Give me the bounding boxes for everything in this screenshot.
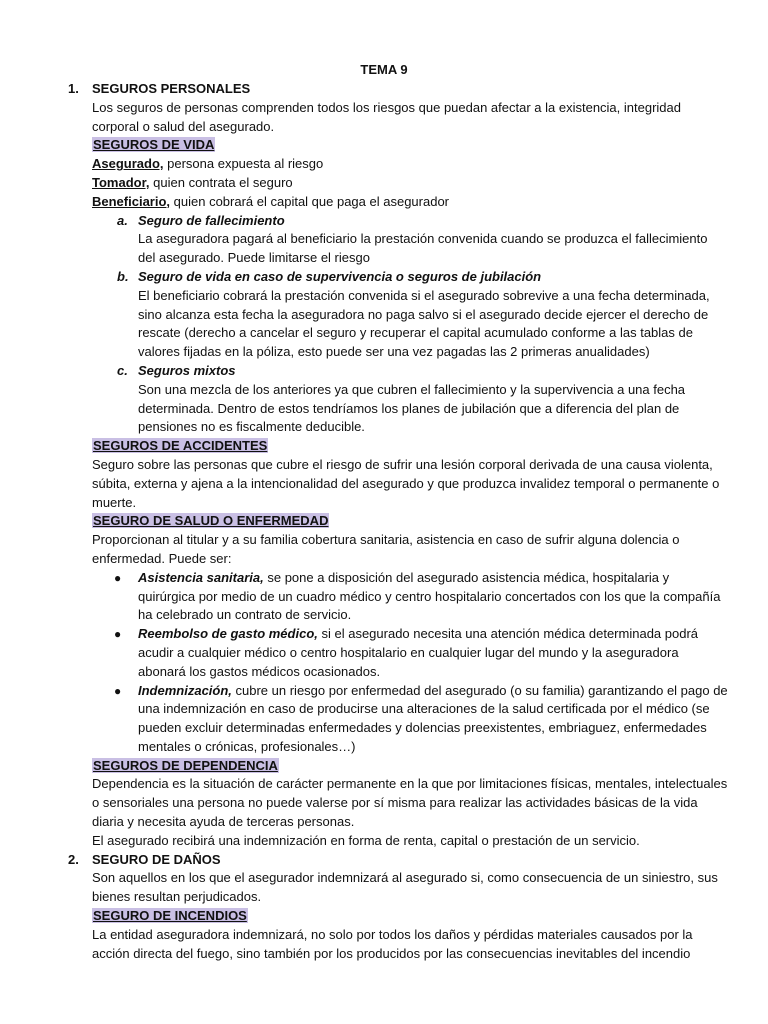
list-item-text: El beneficiario cobrará la prestación convenida si el asegurado sobrevive a una fecha determinada, sino alcanza esta fecha la aseguradora no paga salvo si el asegurado decide ejercer el derecho de rescate (derecho a cancelar el seguro y recuperar el capital acumulado conforme a las tablas de valores fijadas en la póliza, esto puede ser una vez pagadas las 2 primeras anualidades): [138, 287, 710, 360]
list-marker: a.: [117, 212, 128, 228]
bullet-title: Reembolso de gasto médico,: [138, 626, 318, 642]
section-heading: SEGUROS PERSONALES: [92, 81, 251, 96]
definition-term: Beneficiario,: [92, 193, 171, 209]
definition-tomador: [92, 174, 728, 193]
subheading-seguro-de-salud: SEGURO DE SALUD O ENFERMEDAD: [93, 513, 329, 529]
definition-text: quien cobrará el capital que paga el asegurador: [170, 193, 450, 209]
list-item-title: Seguros mixtos: [138, 362, 236, 378]
list-marker: c.: [117, 362, 128, 378]
section-seguro-de-danos: [68, 851, 728, 964]
bullet-text: cubre un riesgo por enfermedad del asegurado (o su familia) garantizando el pago de una indemnización en caso de producirse una alteraciones de la salud certificada por el médico (se pueden excluir determinadas enfermedades y dolencias preexistentes, embriaguez, enfermedades mentales o crónicas, profesionales…): [138, 682, 728, 754]
subheading-seguros-de-accidentes: SEGUROS DE ACCIDENTES: [93, 438, 268, 454]
definition-text: persona expuesta al riesgo: [163, 156, 324, 172]
subheading-seguros-de-dependencia: SEGUROS DE DEPENDENCIA: [93, 757, 278, 773]
list-item-text: La aseguradora pagará al beneficiario la prestación convenida cuando se produzca el fallecimiento del asegurado. Puede limitarse el riesgo: [138, 231, 708, 266]
bullet-icon: ●: [114, 570, 122, 585]
bullet-title: Indemnización,: [138, 682, 232, 698]
section-intro: Los seguros de personas comprenden todos los riesgos que puedan afectar a la existencia, integridad corporal o salud del asegurado.: [92, 99, 681, 134]
bullet-icon: ●: [114, 683, 122, 698]
definition-term: Tomador,: [92, 174, 150, 190]
paragraph-incendios: La entidad aseguradora indemnizará, no solo por todos los daños y pérdidas materiales causados por la acción directa del fuego, sino también por los producidos por las consecuencias inevitables del incendio: [92, 926, 693, 961]
list-item-supervivencia: [92, 268, 728, 362]
section-heading: SEGURO DE DAÑOS: [92, 851, 221, 867]
bullet-icon: ●: [114, 627, 122, 642]
section-number: 1.: [68, 81, 79, 96]
paragraph-dependencia-indemnizacion: El asegurado recibirá una indemnización en forma de renta, capital o prestación de un servicio.: [92, 832, 640, 848]
bullet-title: Asistencia sanitaria,: [138, 569, 264, 585]
paragraph-salud: Proporcionan al titular y a su familia cobertura sanitaria, asistencia en caso de sufrir alguna dolencia o enfermedad. Puede ser:: [92, 532, 680, 566]
bullet-item-reembolso: [92, 625, 728, 681]
definition-asegurado: [92, 155, 728, 174]
paragraph-accidentes: Seguro sobre las personas que cubre el riesgo de sufrir una lesión corporal derivada de una causa violenta, súbita, externa y ajena a la intencionalidad del asegurado y que produzca invalidez temporal o permanente o muerte.: [92, 456, 720, 510]
list-item-title: Seguro de vida en caso de supervivencia o seguros de jubilación: [138, 268, 542, 284]
list-item-mixtos: [92, 362, 728, 437]
definition-text: quien contrata el seguro: [149, 174, 293, 190]
bullet-item-asistencia: [92, 569, 728, 625]
document-body: [68, 80, 728, 963]
section-seguros-personales: [68, 80, 728, 851]
paragraph-dependencia: Dependencia es la situación de carácter permanente en la que por limitaciones físicas, mentales, intelectuales o sensoriales una persona no puede valerse por sí misma para realizar las actividades básicas de la vida diaria y necesita ayuda de terceras personas.: [92, 776, 728, 830]
subheading-seguros-de-vida: SEGUROS DE VIDA: [93, 137, 215, 153]
list-item-fallecimiento: [92, 212, 728, 268]
definition-term: Asegurado,: [92, 156, 164, 172]
list-item-title: Seguro de fallecimiento: [138, 212, 285, 228]
bullet-text: se pone a disposición del asegurado asistencia médica, hospitalaria y quirúrgica por medio de un cuadro médico y centro hospitalario concertados con los que la compañía ha celebrado un contrato de servicio.: [138, 569, 721, 623]
bullet-text: si el asegurado necesita una atención médica determinada podrá acudir a cualquier médico o centro hospitalario en cualquier lugar del mundo y la aseguradora abonará los gastos médicos ocasionados.: [138, 626, 699, 679]
document-title: TEMA 9: [360, 62, 408, 77]
subheading-seguro-de-incendios: SEGURO DE INCENDIOS: [93, 908, 247, 924]
definition-beneficiario: [92, 193, 728, 212]
section-intro: Son aquellos en los que el asegurador indemnizará al asegurado si, como consecuencia de un siniestro, sus bienes resultan perjudicados.: [92, 870, 718, 905]
list-marker: b.: [117, 268, 129, 284]
list-item-text: Son una mezcla de los anteriores ya que cubren el fallecimiento y la supervivencia a una fecha determinada. Dentro de estos tendríamos los planes de jubilación que a diferencia del plan de pensiones no es fiscalmente deducible.: [138, 381, 686, 435]
section-number: 2.: [68, 851, 79, 867]
bullet-item-indemnizacion: [92, 682, 728, 757]
